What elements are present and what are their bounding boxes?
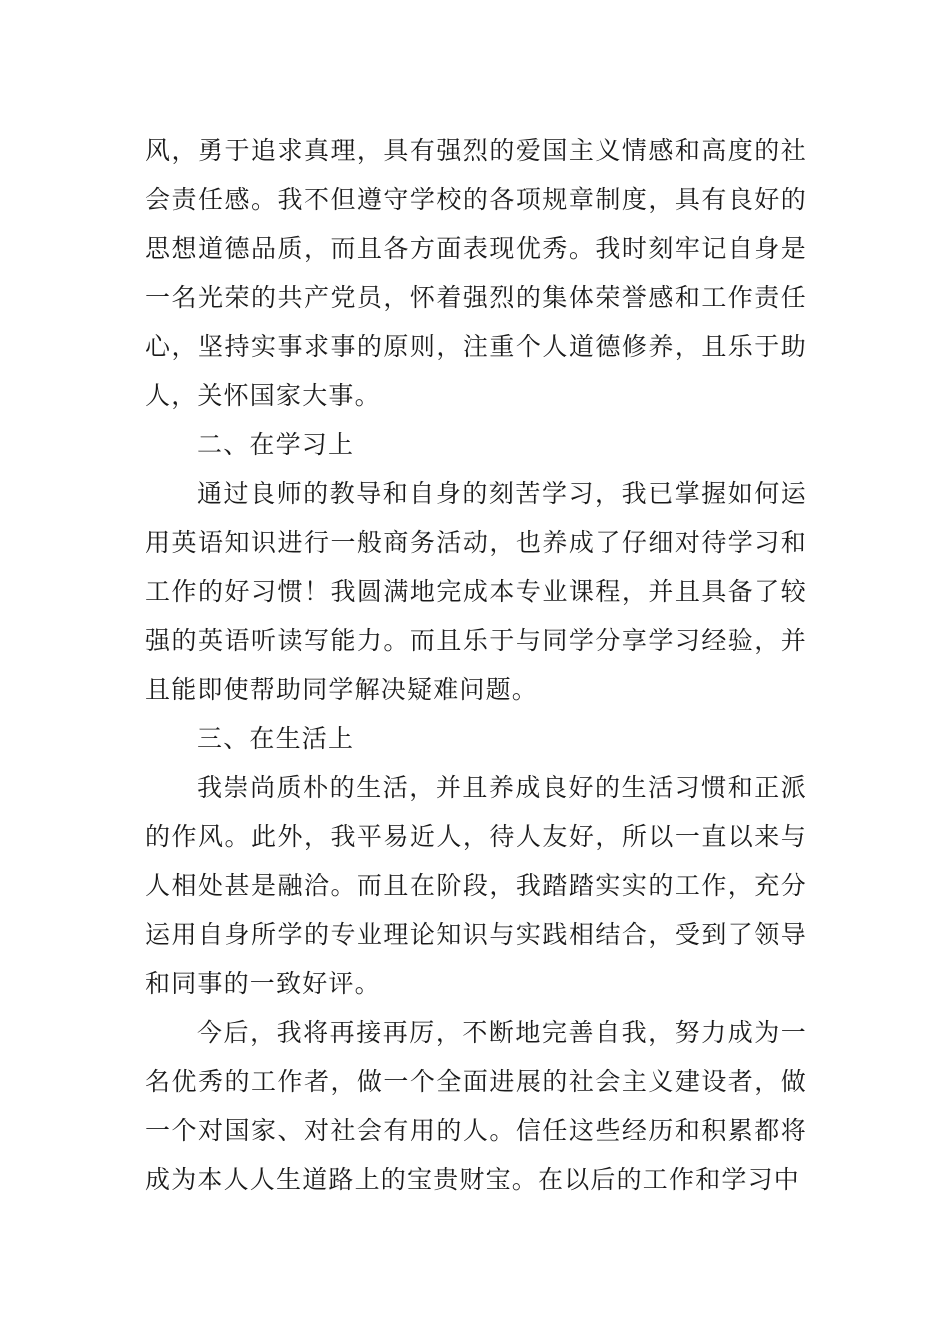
paragraph-future: 今后，我将再接再厉，不断地完善自我，努力成为一名优秀的工作者，做一个全面进展的社会主义建设者，做一个对国家、对社会有用的人。信任这些经历和积累都将成为本人人生道路上的宝贵财宝。在以后的工作和学习中 bbox=[145, 1018, 807, 1194]
paragraph-life: 我崇尚质朴的生活，并且养成良好的生活习惯和正派的作风。此外，我平易近人，待人友好，所以一直以来与人相处甚是融洽。而且在阶段，我踏踏实实的工作，充分运用自身所学的专业理论知识与实践相结合，受到了领导和同事的一致好评。 bbox=[145, 773, 807, 998]
paragraph-character-continued: 风，勇于追求真理，具有强烈的爱国主义情感和高度的社会责任感。我不但遵守学校的各项规章制度，具有良好的思想道德品质，而且各方面表现优秀。我时刻牢记自身是一名光荣的共产党员，怀着强烈的集体荣誉感和工作责任心，坚持实事求事的原则，注重个人道德修养，且乐于助人，关怀国家大事。 bbox=[145, 136, 807, 410]
paragraph-study: 通过良师的教导和自身的刻苦学习，我已掌握如何运用英语知识进行一般商务活动，也养成了仔细对待学习和工作的好习惯！我圆满地完成本专业课程，并且具备了较强的英语听读写能力。而且乐于与同学分享学习经验，并且能即使帮助同学解决疑难问题。 bbox=[145, 479, 807, 704]
section-heading-life: 三、在生活上 bbox=[197, 724, 355, 753]
document-body bbox=[145, 126, 807, 1204]
section-heading-study: 二、在学习上 bbox=[197, 430, 355, 459]
